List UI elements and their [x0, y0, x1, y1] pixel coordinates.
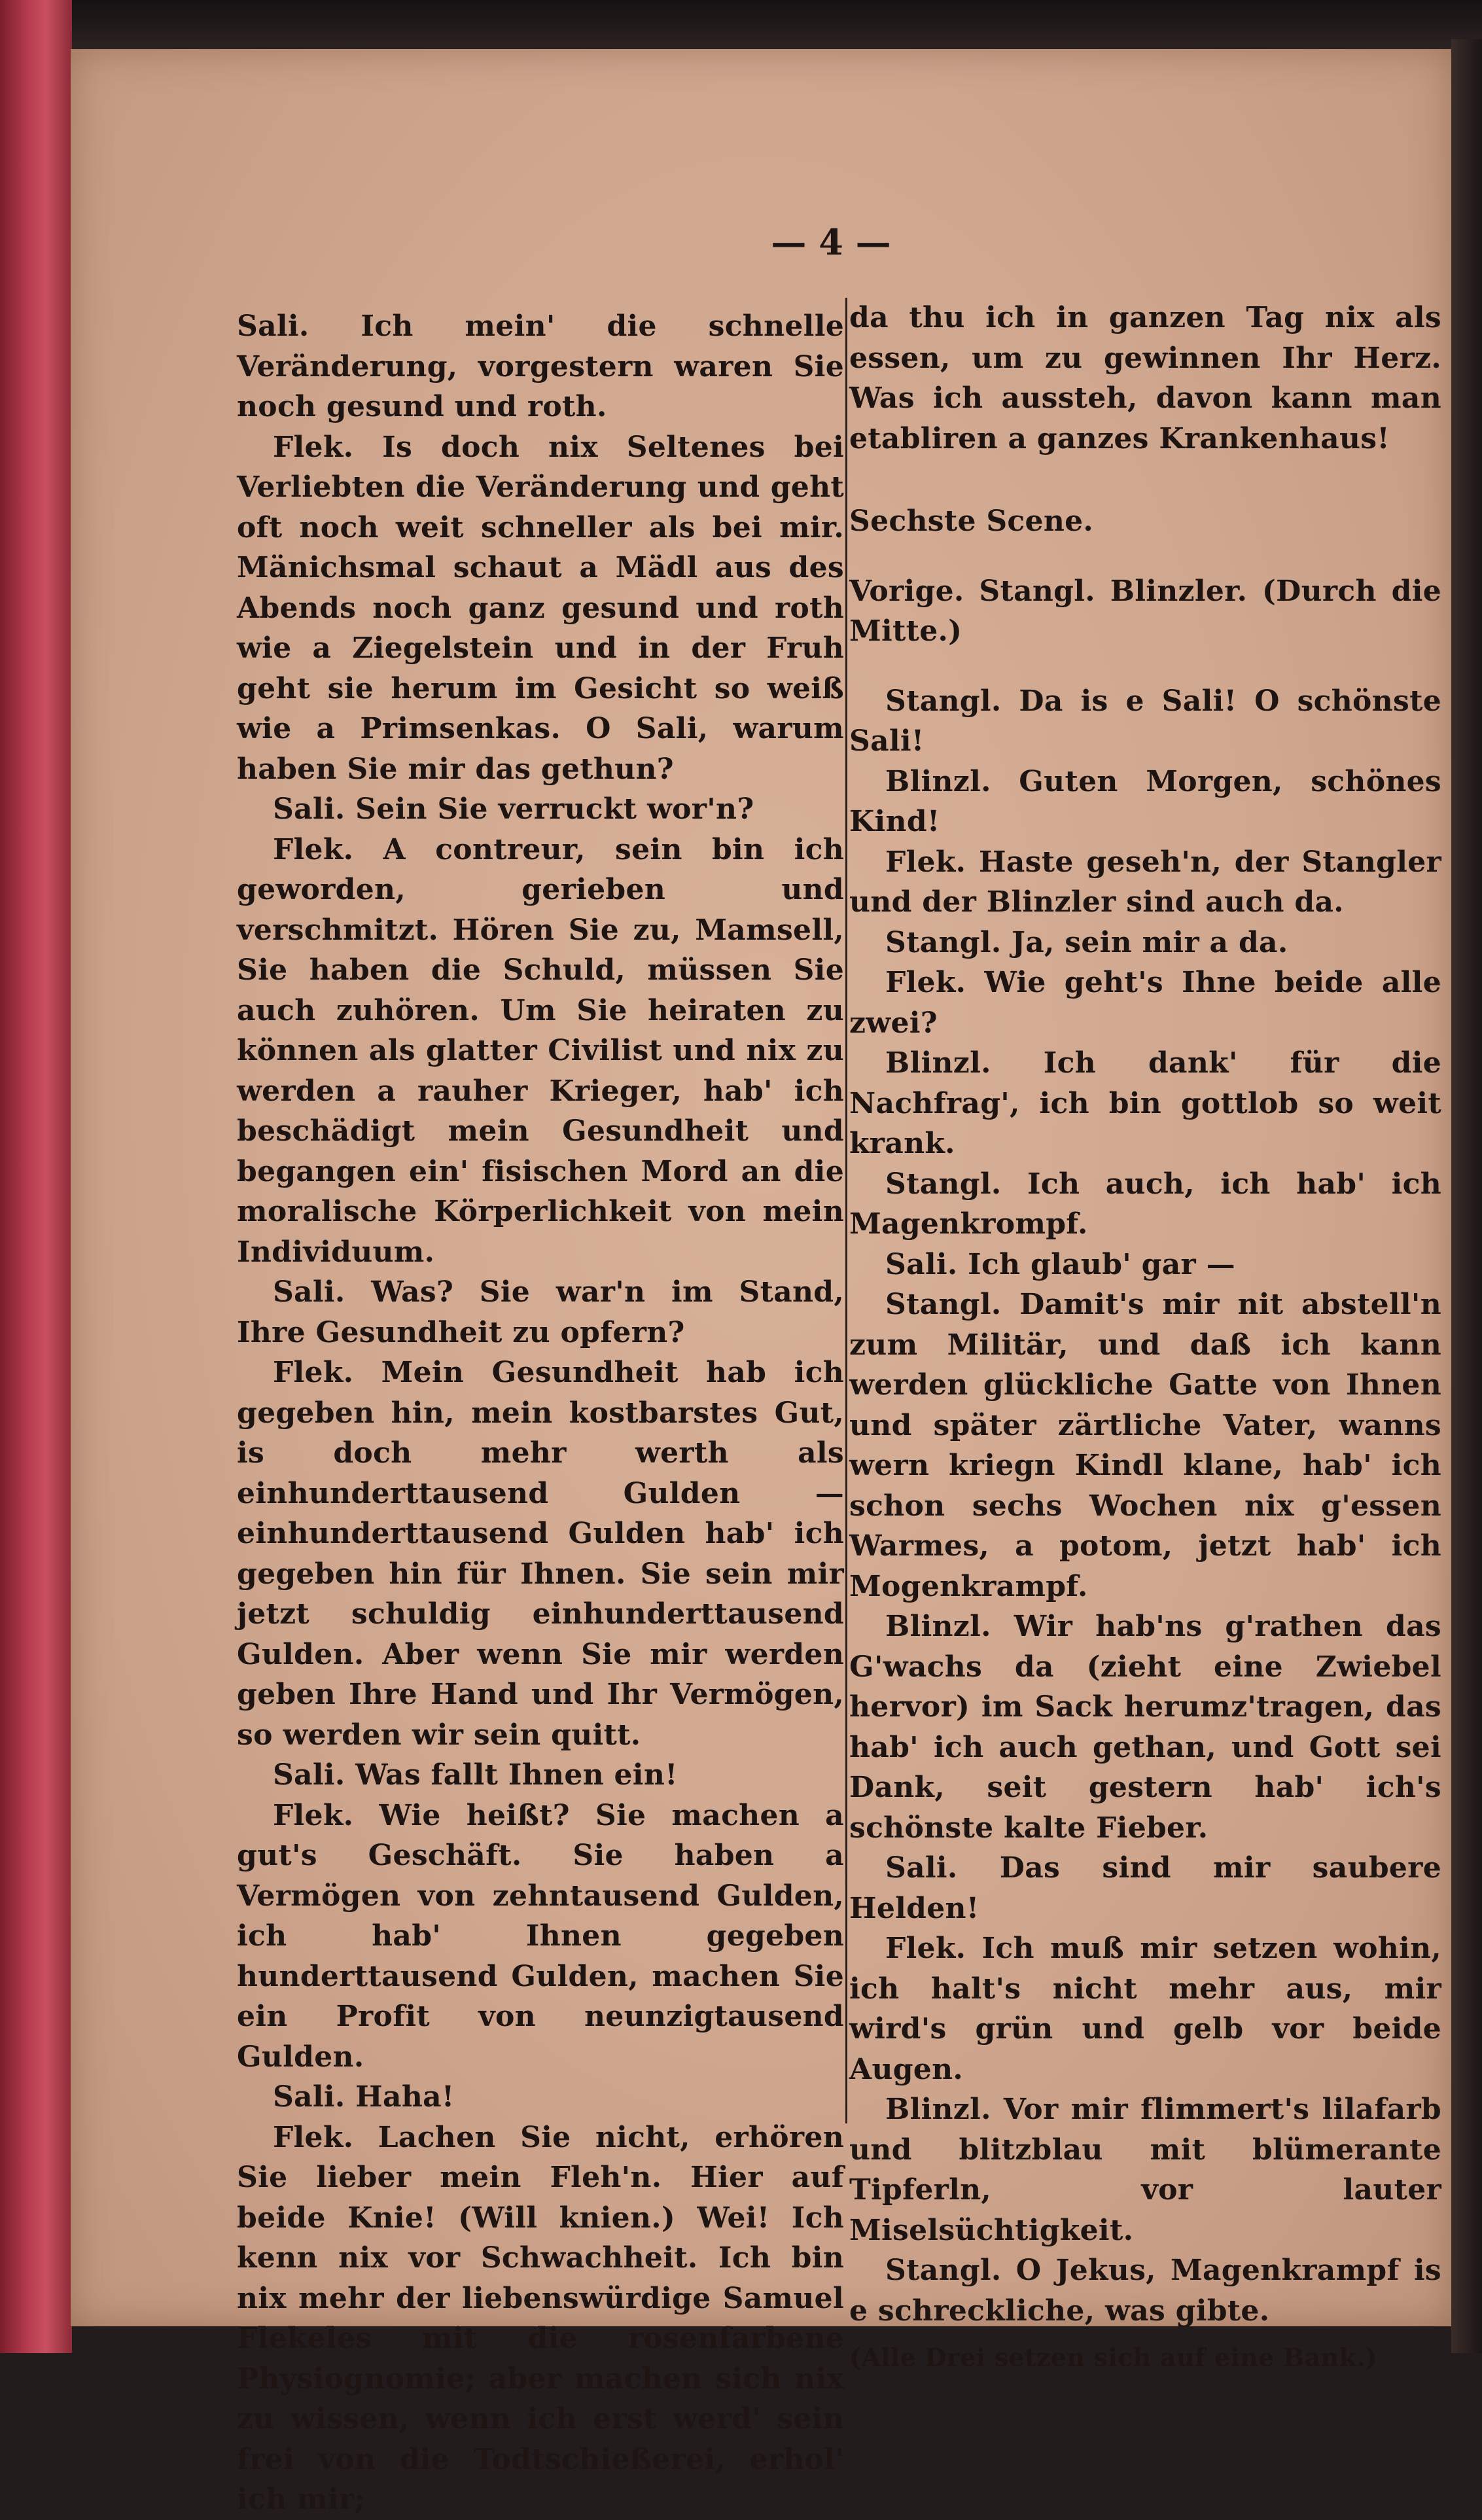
cast-list: Vorige. Stangl. Blinzler. (Durch die Mitte.) — [849, 574, 1441, 648]
dialogue-line: Flek. Haste geseh'n, der Stangler und der Blinzler sind auch da. — [849, 845, 1441, 919]
dialogue-line: Blinzl. Wir hab'ns g'rathen das G'wachs da (zieht eine Zwiebel hervor) im Sack herumz'tragen, das hab' ich auch gethan, und Gott sei Dank, seit gestern hab' ich's schönste kalte Fieber. — [849, 1610, 1441, 1845]
dialogue-line: Sali. Ich mein' die schnelle Veränderung, vorgestern waren Sie noch gesund und roth. — [237, 310, 844, 423]
dialogue-line: Sali. Ich glaub' gar — — [885, 1247, 1235, 1281]
dialogue-line: Blinzl. Guten Morgen, schönes Kind! — [849, 764, 1441, 838]
dialogue-line: Sali. Sein Sie verruckt wor'n? — [273, 792, 754, 826]
dialogue-line: Blinzl. Ich dank' für die Nachfrag', ich bin gottlob so weit krank. — [849, 1046, 1441, 1160]
dialogue-line: Stangl. Damit's mir nit abstell'n zum Militär, und daß ich kann werden glückliche Gatte von Ihnen und später zärtliche Vater, wanns wern kriegn Kindl klane, hab' ich schon sechs Wochen nix g'essen Warmes, a potom, jetzt hab' ich Mogenkrampf. — [849, 1288, 1441, 1603]
dialogue-line: Flek. Lachen Sie nicht, erhören Sie lieber mein Fleh'n. Hier auf beide Knie! (Will knien.) Wei! Ich kenn nix vor Schwachheit. Ich bin nix mehr der liebenswürdige Samuel Flekeles mit die rosenfarbene Physiognomie; aber machen sich nix zu wissen, wenn ich erst werd' sein frei von die Todtschießerei, erhol' ich mir; — [237, 2120, 844, 2516]
dialogue-line: Stangl. Ja, sein mir a da. — [885, 925, 1288, 959]
stage-direction: (Alle Drei setzen sich auf eine Bank.) — [849, 2343, 1377, 2372]
left-column — [237, 306, 844, 2520]
dialogue-line: Sali. Haha! — [273, 2080, 455, 2114]
scene-heading: Sechste Scene. — [849, 505, 1094, 538]
dialogue-line: Sali. Das sind mir saubere Helden! — [849, 1851, 1441, 1925]
dialogue-line: Stangl. O Jekus, Magenkrampf is e schreckliche, was gibte. — [849, 2254, 1441, 2328]
book-spine — [0, 0, 72, 2353]
dialogue-line: Flek. A contreur, sein bin ich geworden, gerieben und verschmitzt. Hören Sie zu, Mamsell, Sie haben die Schuld, müssen Sie auch zuhören. Um Sie heiraten zu können als glatter Civilist und nix zu werden a rauher Krieger, hab' ich beschädigt mein Gesundheit und begangen ein' fisischen Mord an die moralische Körperlichkeit von mein Individuum. — [237, 832, 844, 1269]
right-column — [849, 298, 1441, 2378]
dialogue-line: Flek. Wie heißt? Sie machen a gut's Geschäft. Sie haben a Vermögen von zehntausend Gulden, ich hab' Ihnen gegeben hunderttausend Gulden, machen Sie ein Profit von neunzigtausend Gulden. — [237, 1798, 844, 2074]
dialogue-line: Sali. Was? Sie war'n im Stand, Ihre Gesundheit zu opfern? — [237, 1275, 844, 1349]
continuation-text: da thu ich in ganzen Tag nix als essen, um zu gewinnen Ihr Herz. Was ich aussteh, davon kann man etabliren a ganzes Krankenhaus! — [849, 301, 1441, 455]
book-right-edge — [1451, 39, 1482, 2353]
dialogue-line: Flek. Is doch nix Seltenes bei Verliebten die Veränderung und geht oft noch weit schneller als bei mir. Mänichsmal schaut a Mädl aus des Abends noch ganz gesund und roth wie a Ziegelstein und in der Fruh geht sie herum im Gesicht so weiß wie a Primsenkas. O Sali, warum haben Sie mir das gethun? — [237, 430, 844, 786]
dialogue-line: Blinzl. Vor mir flimmert's lilafarb und blitzblau mit blümerante Tipferln, vor lauter Miselsüchtigkeit. — [849, 2093, 1441, 2247]
page-number: — 4 — — [771, 221, 891, 263]
dialogue-line: Stangl. Ich auch, ich hab' ich Magenkrompf. — [849, 1167, 1441, 1241]
dialogue-line: Flek. Wie geht's Ihne beide alle zwei? — [849, 966, 1441, 1040]
book-top-edge — [71, 0, 1482, 49]
dialogue-line: Stangl. Da is e Sali! O schönste Sali! — [849, 684, 1441, 758]
dialogue-line: Flek. Mein Gesundheit hab ich gegeben hin, mein kostbarstes Gut, is doch mehr werth als einhunderttausend Gulden — einhunderttausend Gulden hab' ich gegeben hin für Ihnen. Sie sein mir jetzt schuldig einhunderttausend Gulden. Aber wenn Sie mir werden geben Ihre Hand und Ihr Vermögen, so werden wir sein quitt. — [237, 1356, 844, 1752]
dialogue-line: Sali. Was fallt Ihnen ein! — [273, 1758, 678, 1792]
column-divider — [845, 298, 847, 2123]
dialogue-line: Flek. Ich muß mir setzen wohin, ich halt's nicht mehr aus, mir wird's grün und gelb vor beide Augen. — [849, 1932, 1441, 2086]
